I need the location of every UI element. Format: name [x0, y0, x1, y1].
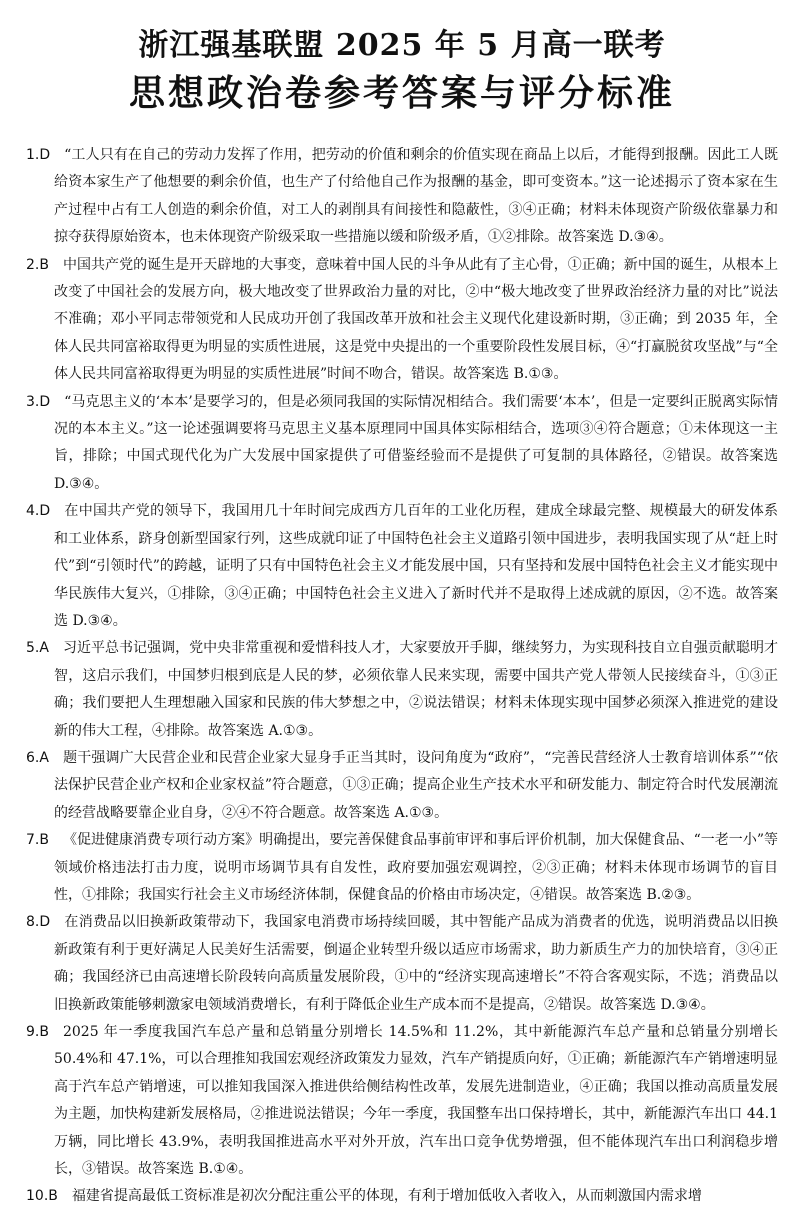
answer-number: 6.A	[26, 749, 49, 766]
answer-explanation: 题干强调广大民营企业和民营企业家大显身手正当其时，设问角度为“政府”，“完善民营经济人士教育培训体系”“依法保护民营企业产权和企业家权益”符合题意，①③正确；提高企业生产技术水平和研发能力、制定符合时代发展潮流的经营战略要靠企业自身，②④不符合题意。故答案选 A.①③。	[54, 749, 778, 821]
answer-item-6	[26, 745, 778, 827]
answer-explanation: 在消费品以旧换新政策带动下，我国家电消费市场持续回暖，其中智能产品成为消费者的优选，说明消费品以旧换新政策有利于更好满足人民美好生活需要，倒逼企业转型升级以适应市场需求，助力新质生产力的加快培育，③④正确；我国经济已由高速增长阶段转向高质量发展阶段，①中的“经济实现高速增长”不符合客观实际，不选；消费品以旧换新政策能够刺激家电领域消费增长，有利于降低企业生产成本而不是提高，②错误。故答案选 D.③④。	[54, 914, 778, 1013]
document-header	[26, 0, 778, 118]
answer-key-title: 思想政治卷参考答案与评分标准	[128, 72, 675, 114]
answer-explanation: 2025 年一季度我国汽车总产量和总销量分别增长 14.5%和 11.2%，其中新能源汽车总产量和总销量分别增长 50.4%和 47.1%，可以合理推知我国宏观经济政策发力显效，汽车产销提质向好，①正确；新能源汽车产销增速明显高于汽车总产销增速，可以推知我国深入推进供给侧结构性改革，发展先进制造业，④正确；我国以推动高质量发展为主题，加快构建新发展格局，②推进说法错误；今年一季度，我国整车出口保持增长，其中，新能源汽车出口 44.1 万辆，同比增长 43.9%，表明我国推进高水平对外开放，汽车出口竞争优势增强，但不能体现汽车出口利润稳步增长，③错误。故答案选 B.①④。	[54, 1024, 778, 1178]
answer-item-5	[26, 635, 778, 745]
answer-number: 2.B	[26, 256, 49, 273]
answer-item-8	[26, 909, 778, 1019]
answer-explanation: 在中国共产党的领导下，我国用几十年时间完成西方几百年的工业化历程，建成全球最完整、规模最大的研发体系和工业体系，跻身创新型国家行列，这些成就印证了中国特色社会主义道路引领中国进步，表明我国实现了从“赶上时代”到“引领时代”的跨越，证明了只有中国特色社会主义才能发展中国，只有坚持和发展中国特色社会主义才能实现中华民族伟大复兴，①排除，③④正确；中国特色社会主义进入了新时代并不是取得上述成就的原因，②不选。故答案选 D.③④。	[54, 503, 778, 629]
answer-explanation: 福建省提高最低工资标准是初次分配注重公平的体现，有利于增加低收入者收入，从而刺激国内需求增	[71, 1188, 702, 1205]
answer-explanation: “工人只有在自己的劳动力发挥了作用，把劳动的价值和剩余的价值实现在商品上以后，才能得到报酬。因此工人既给资本家生产了他想要的剩余价值，也生产了付给他自己作为报酬的基金，即可变资本。”这一论述揭示了资本家在生产过程中占有工人创造的剩余价值，对工人的剥削具有间接性和隐蔽性，③④正确；材料未体现资产阶级依靠暴力和掠夺获得原始资本，也未体现资产阶级采取一些措施以缓和阶级矛盾，①②排除。故答案选 D.③④。	[54, 147, 778, 246]
answer-number: 8.D	[26, 914, 51, 931]
answer-item-1	[26, 142, 778, 252]
exam-title: 浙江强基联盟 2025 年 5 月高一联考	[138, 28, 666, 63]
answer-number: 9.B	[26, 1024, 49, 1040]
answer-item-4	[26, 498, 778, 635]
answer-number: 1.D	[26, 147, 51, 163]
answer-number: 4.D	[26, 503, 51, 520]
answer-number: 10.B	[26, 1188, 58, 1205]
answer-explanation: “马克思主义的‘本本’是要学习的，但是必须同我国的实际情况相结合。我们需要‘本本’，但是一定要纠正脱离实际情况的本本主义。”这一论述强调要将马克思主义基本原理同中国具体实际相结合，选项③④符合题意；①未体现这一主旨，排除；中国式现代化为广大发展中国家提供了可借鉴经验而不是提供了可复制的具体路径，②错误。故答案选 D.③④。	[54, 393, 778, 492]
answer-item-9	[26, 1019, 778, 1183]
answer-item-10	[26, 1183, 778, 1210]
answer-number: 5.A	[26, 640, 49, 657]
answer-number: 3.D	[26, 393, 51, 410]
answer-explanation: 《促进健康消费专项行动方案》明确提出，要完善保健食品事前审评和事后评价机制，加大保健食品、“一老一小”等领域价格违法打击力度，说明市场调节具有自发性，政府要加强宏观调控，②③正确；材料未体现市场调节的盲目性，①排除；我国实行社会主义市场经济体制，保健食品的价格由市场决定，④错误。故答案选 B.②③。	[54, 832, 778, 903]
answer-list	[26, 142, 778, 1211]
answer-item-7	[26, 827, 778, 909]
answer-number: 7.B	[26, 832, 49, 849]
answer-item-3	[26, 389, 778, 499]
answer-item-2	[26, 252, 778, 389]
answer-explanation: 习近平总书记强调，党中央非常重视和爱惜科技人才，大家要放开手脚，继续努力，为实现科技自立自强贡献聪明才智，这启示我们，中国梦归根到底是人民的梦，必须依靠人民来实现，需要中国共产党人带领人民接续奋斗，①③正确；我们要把人生理想融入国家和民族的伟大梦想之中，②说法错误；材料未体现实现中国梦必须深入推进党的建设新的伟大工程，④排除。故答案选 A.①③。	[54, 640, 778, 739]
answer-explanation: 中国共产党的诞生是开天辟地的大事变，意味着中国人民的斗争从此有了主心骨，①正确；新中国的诞生，从根本上改变了中国社会的发展方向，极大地改变了世界政治力量的对比，②中“极大地改变了世界政治经济力量的对比”说法不准确；邓小平同志带领党和人民成功开创了我国改革开放和社会主义现代化建设新时期，③正确；到 2035 年，全体人民共同富裕取得更为明显的实质性进展，这是党中央提出的一个重要阶段性发展目标，④“打赢脱贫攻坚战”与“全体人民共同富裕取得更为明显的实质性进展”时间不吻合，错误。故答案选 B.①③。	[54, 256, 778, 383]
